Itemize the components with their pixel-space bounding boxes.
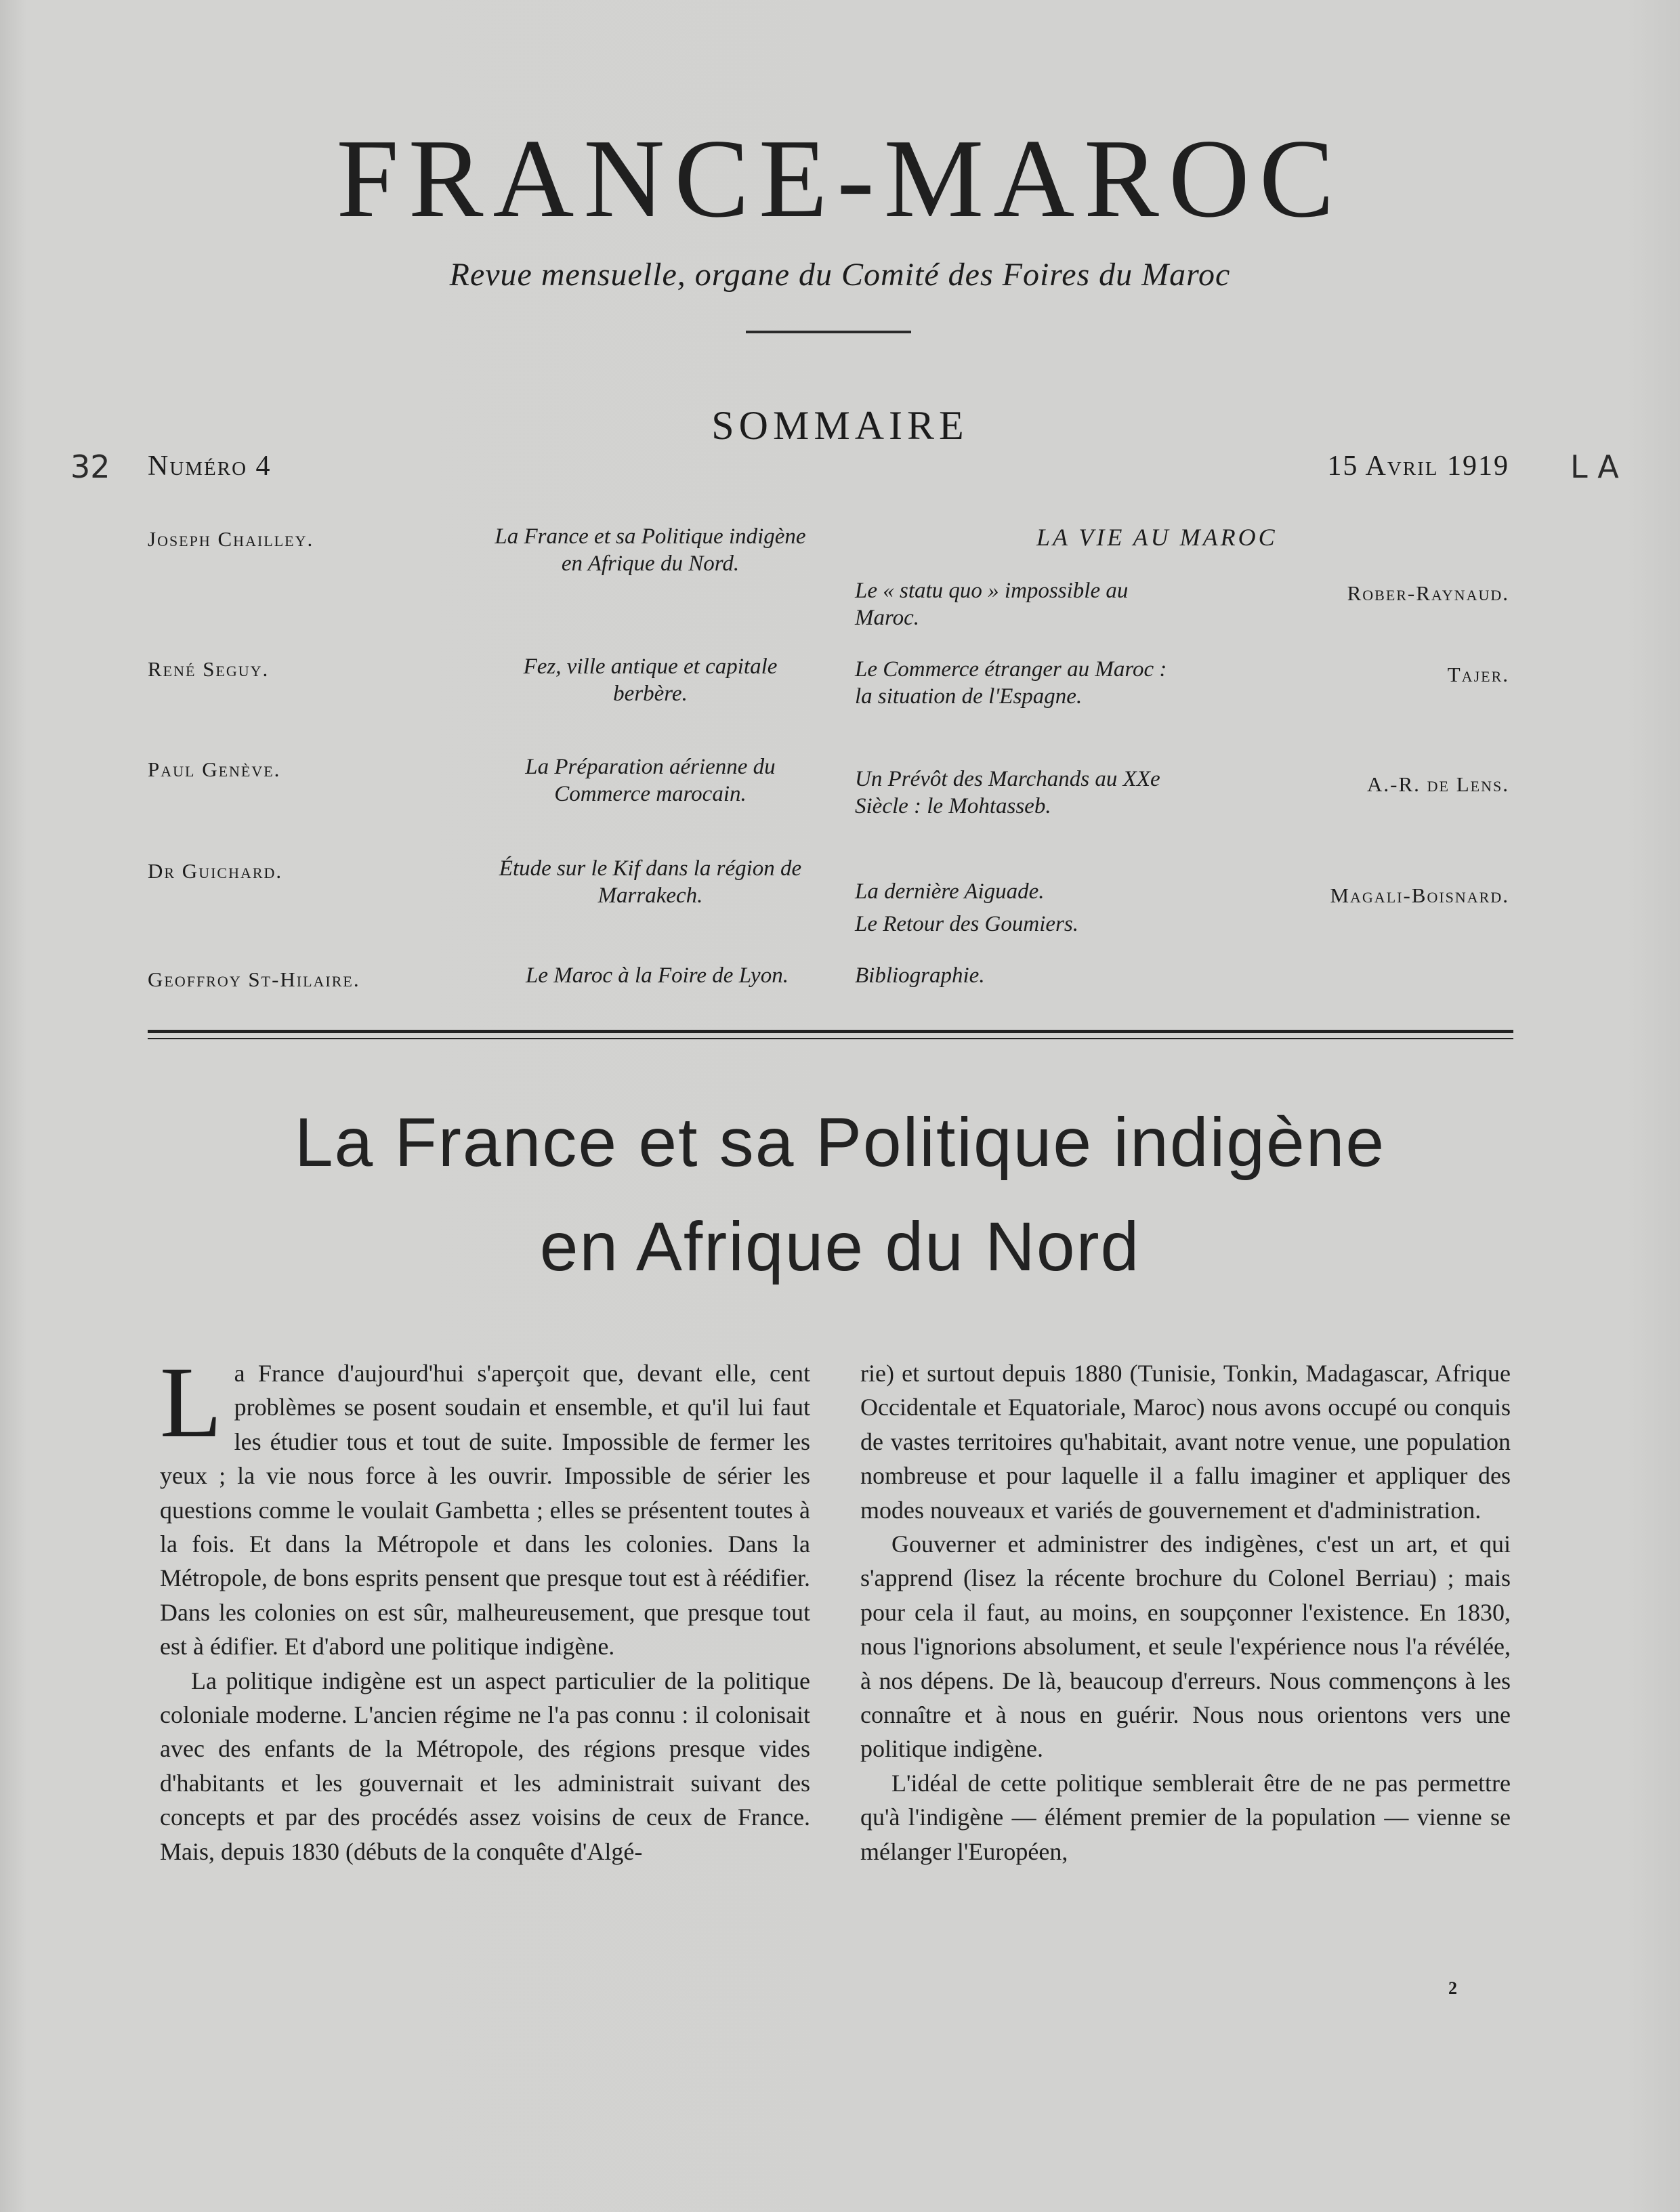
title-divider xyxy=(746,331,911,333)
toc-title: Fez, ville antique et capitale berbère. xyxy=(523,654,778,706)
paragraph: Gouverner et administrer des indigènes, c'est un art, et qui s'apprend (lisez la récente brochure du Colonel Berriau) ; mais pour cela il faut, au moins, en soupçonner l'existence. En 1830, nous l'ignorions absolument, et seule l'expérience nous l'a révélée, à nos dépens. De là, beaucoup d'erreurs. Nous commençons à les connaître et à nous en guérir. Nous nous orientons vers une politique indigène. xyxy=(860,1530,1511,1763)
journal-subtitle: Revue mensuelle, organe du Comité des Foires du Maroc xyxy=(449,257,1231,293)
paragraph: rie) et surtout depuis 1880 (Tunisie, Tonkin, Madagascar, Afrique Occidentale et Equatoriale, Maroc) nous avons occupé ou conquis de vastes territoires qu'habitait, avant notre venue, une population nombreuse et pour laquelle il a fallu imaginer et appliquer des modes nouveaux et variés de gouvernement et d'administration. xyxy=(860,1360,1511,1524)
paragraph xyxy=(160,1346,810,1664)
toc-author: Magali-Boisnard. xyxy=(1330,883,1509,907)
toc-title: La France et sa Politique indigène en Afrique du Nord. xyxy=(495,524,806,576)
toc-title: Bibliographie. xyxy=(855,963,985,988)
article-column-right xyxy=(860,1356,1511,1869)
toc-author: Geoffroy St-Hilaire. xyxy=(148,967,360,991)
toc-title: Le Retour des Goumiers. xyxy=(855,912,1078,936)
toc-title: Le « statu quo » impossible au Maroc. xyxy=(855,579,1129,630)
handwritten-note-left: 32 xyxy=(70,448,110,485)
toc-title: La Préparation aérienne du Commerce marocain. xyxy=(525,755,776,806)
article-column-left xyxy=(160,1346,810,1869)
issue-number: Numéro 4 xyxy=(148,451,272,482)
sommaire-heading: SOMMAIRE xyxy=(711,403,969,448)
toc-author: Paul Genève. xyxy=(148,757,281,781)
article-title-line2: en Afrique du Nord xyxy=(539,1208,1141,1285)
toc-title: Le Maroc à la Foire de Lyon. xyxy=(526,963,789,988)
toc-author: Rober-Raynaud. xyxy=(1347,581,1509,605)
article-title-line1: La France et sa Politique indigène xyxy=(294,1104,1386,1181)
toc-title: Le Commerce étranger au Maroc : la situation de l'Espagne. xyxy=(855,657,1167,709)
toc-title: Un Prévôt des Marchands au XXe Siècle : le Mohtasseb. xyxy=(855,767,1160,818)
section-rule-thin xyxy=(148,1038,1513,1039)
drop-cap: L xyxy=(160,1346,222,1459)
journal-title: FRANCE-MAROC xyxy=(336,116,1344,241)
paragraph-text: a France d'aujourd'hui s'aperçoit que, devant elle, cent problèmes se posent soudain et ensemble, et qu'il lui faut les étudier tous et tout de suite. Impossible de fermer les yeux ; la vie nous force à les ouvrir. Impossible de sérier les questions comme le voulait Gambetta ; elles se présentent toutes à la fois. Et dans la Métropole et dans les colonies. Dans la Métropole, de bons esprits pensent que presque tout est à réédifier. Dans les colonies on est sûr, malheureusement, que presque tout est à édifier. Et d'abord une politique indigène. xyxy=(160,1360,810,1661)
toc-author: Joseph Chailley. xyxy=(148,527,314,551)
toc-title: La dernière Aiguade. xyxy=(855,879,1045,904)
vie-au-maroc-heading: LA VIE AU MAROC xyxy=(1036,524,1278,551)
toc-author: Tajer. xyxy=(1447,663,1509,686)
page-number: 2 xyxy=(1448,1978,1457,1998)
toc-author: A.-R. de Lens. xyxy=(1367,772,1509,796)
paragraph: L'idéal de cette politique semblerait être de ne pas permettre qu'à l'indigène — élément premier de la population — vienne se mélanger l'Européen, xyxy=(860,1769,1511,1865)
toc-author: René Seguy. xyxy=(148,657,270,681)
paragraph: La politique indigène est un aspect particulier de la politique coloniale moderne. L'ancien régime ne l'a pas connu : il colonisait avec des enfants de la Métropole, des régions presque vides d'habitants et les gouvernait et les administrait suivant des concepts et par des procédés assez voisins de ceux de France. Mais, depuis 1830 (débuts de la conquête d'Algé- xyxy=(160,1667,810,1865)
toc-author: Dr Guichard. xyxy=(148,859,283,883)
section-rule-thick xyxy=(148,1030,1513,1033)
toc-title: Étude sur le Kif dans la région de Marrakech. xyxy=(499,856,802,908)
issue-date: 15 Avril 1919 xyxy=(1327,451,1509,482)
handwritten-note-right: L A xyxy=(1570,448,1619,485)
